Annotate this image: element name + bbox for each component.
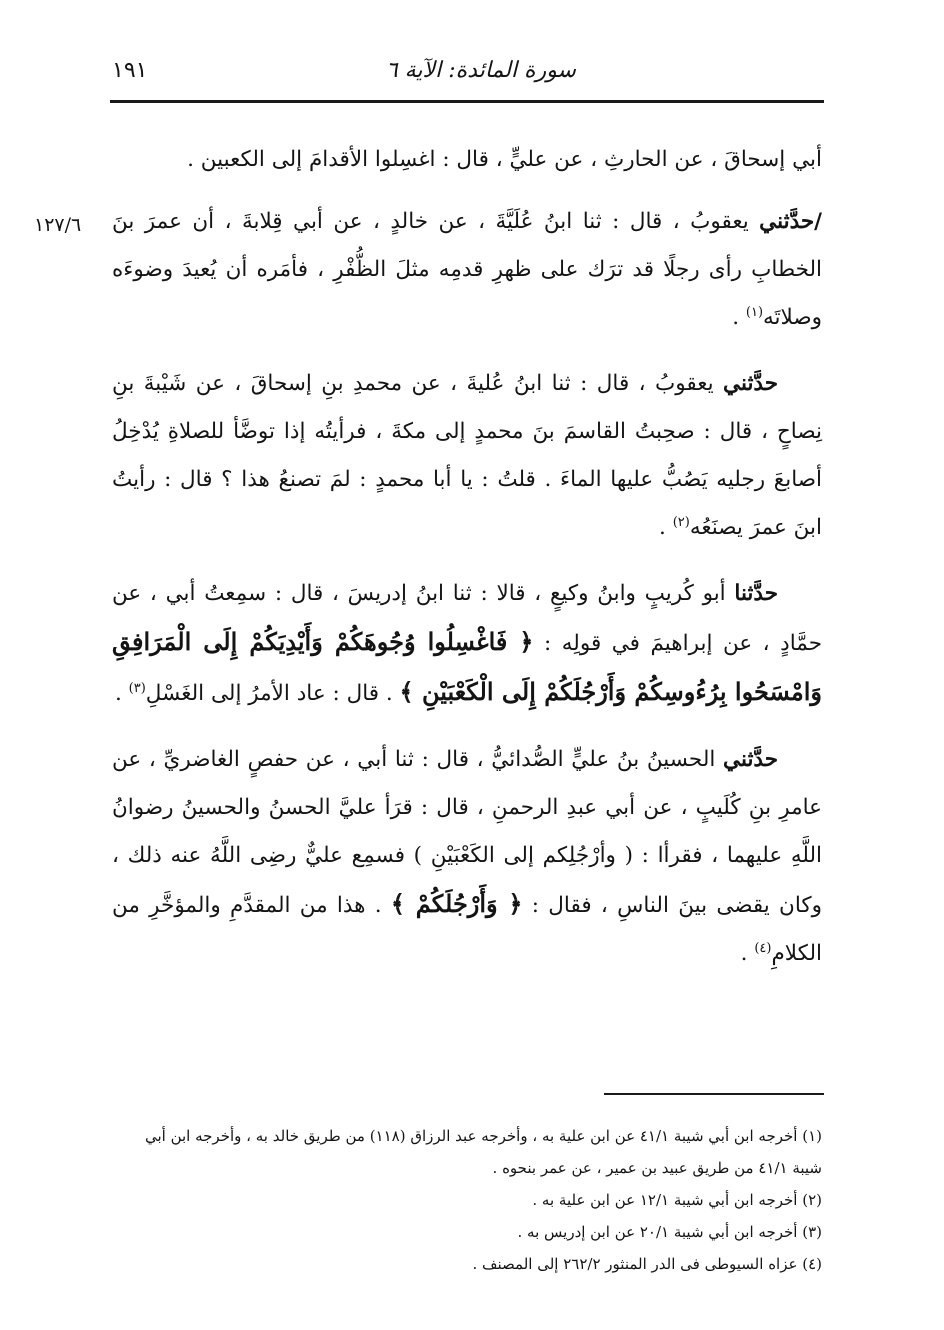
- paragraph-2: [112, 198, 822, 342]
- footnote-4: (٤) عزاه السيوطى فى الدر المنثور ٢٦٢/٢ إلى المصنف .: [472, 1255, 822, 1273]
- narration-lead: حدَّثني: [723, 371, 778, 396]
- narration-lead: حدَّثني: [723, 747, 778, 772]
- footnote-ref: (٣): [128, 680, 146, 696]
- quran-verse: ﴿ وَأَرْجُلَكُمْ ﴾: [390, 889, 523, 918]
- footnote-2: (٢) أخرجه ابن أبي شيبة ١٢/١ عن ابن علية به .: [532, 1191, 822, 1209]
- paragraph-text: أبو كُريبٍ وابنُ وكيعٍ ، قالا : ثنا ابنُ إدريسَ ، قال : سمِعتُ أبي ، عن حمَّادٍ ، عن إبراهيمَ في قولِه :: [112, 581, 822, 656]
- footnotes: [112, 1120, 822, 1280]
- paragraph-1: [112, 136, 822, 184]
- footnote-ref: (٤): [754, 940, 772, 956]
- paragraph-text-continued: . هذا من المقدَّمِ والمؤخَّرِ من الكلامِ: [112, 893, 822, 966]
- footnote-ref: (١): [745, 304, 764, 320]
- quran-verse: ﴿ فَاغْسِلُوا وُجُوهَكُمْ وَأَيْدِيَكُمْ إِلَى الْمَرَافِقِ وَامْسَحُوا بِرُءُوسِكُمْ وَأَرْجُلَكُمْ إِلَى الْكَعْبَيْنِ ﴾: [112, 627, 822, 706]
- paragraph-text-continued: . قال : عاد الأمرُ إلى الغَسْلِ: [145, 681, 400, 706]
- header-title: سورة المائدة: الآية ٦: [385, 58, 576, 83]
- footnote-separator: [604, 1093, 824, 1095]
- footnote-ref: (٢): [672, 514, 690, 530]
- paragraph-tail: .: [740, 941, 755, 966]
- page-number: ١٩١: [112, 58, 148, 83]
- running-header: [112, 56, 822, 92]
- paragraph-text: يعقوبُ ، قال : ثنا ابنُ عُلَيَّةَ ، عن خالدٍ ، عن أبي قِلابةَ ، أن عمرَ بنَ الخطابِ رأى رجلًا قد ترَك على ظهرِ قدمِه مثلَ الظُّفْرِ ، فأمَره أن يُعيدَ وضوءَه وصلاتَه: [112, 209, 822, 330]
- paragraph-4: [112, 570, 822, 718]
- paragraph-5: [112, 736, 822, 978]
- paragraph-text: يعقوبُ ، قال : ثنا ابنُ عُليةَ ، عن محمدِ بنِ إسحاقَ ، عن شَيْبةَ بنِ نِصاحٍ ، قال : صحِبتُ القاسمَ بنَ محمدٍ إلى مكةَ ، فرأيتُه إذا توضَّأ للصلاةِ يُدْخِلُ أصابعَ رجليه يَصُبُّ عليها الماءَ . قلتُ : يا أبا محمدٍ : لمَ تصنعُ هذا ؟ قال : رأيتُ ابنَ عمرَ يصنَعُه: [112, 371, 822, 540]
- paragraph-text: الحسينُ بنُ عليٍّ الصُّدائيُّ ، قال : ثنا أبي ، عن حفصٍ الغاضريِّ ، عن عامرِ بنِ كُلَيبٍ ، عن أبي عبدِ الرحمنِ ، قال : قرَأ عليَّ الحسنُ والحسينُ رضوانُ اللَّهِ عليهما ، فقرأا : ( وأرْجُلِكم إلى الكَعْبَيْنِ ) فسمِع عليٌّ رضِى اللَّهُ عنه ذلك ، وكان يقضى بينَ الناسِ ، فقال :: [112, 747, 822, 918]
- paragraph-tail: .: [732, 305, 746, 330]
- narration-lead: /حدَّثني: [759, 209, 822, 234]
- header-rule: [110, 100, 824, 103]
- main-text: [112, 136, 822, 996]
- paragraph-tail: .: [114, 681, 129, 706]
- paragraph-tail: .: [659, 515, 673, 540]
- paragraph-text: أبي إسحاقَ ، عن الحارثِ ، عن عليٍّ ، قال : اغسِلوا الأقدامَ إلى الكعبين .: [187, 147, 822, 172]
- footnote-3: (٣) أخرجه ابن أبي شيبة ٢٠/١ عن ابن إدريس به .: [517, 1223, 822, 1241]
- paragraph-3: [112, 360, 822, 552]
- footnote-1: (١) أخرجه ابن أبي شيبة ٤١/١ عن ابن علية به ، وأخرجه عبد الرزاق (١١٨) من طريق خالد به ، وأخرجه ابن أبي شيبة ٤١/١ من طريق عبيد بن عمير ، عن عمر بنحوه .: [144, 1127, 822, 1177]
- narration-lead: حدَّثنا: [734, 581, 778, 606]
- margin-reference: ١٢٧/٦: [34, 214, 82, 236]
